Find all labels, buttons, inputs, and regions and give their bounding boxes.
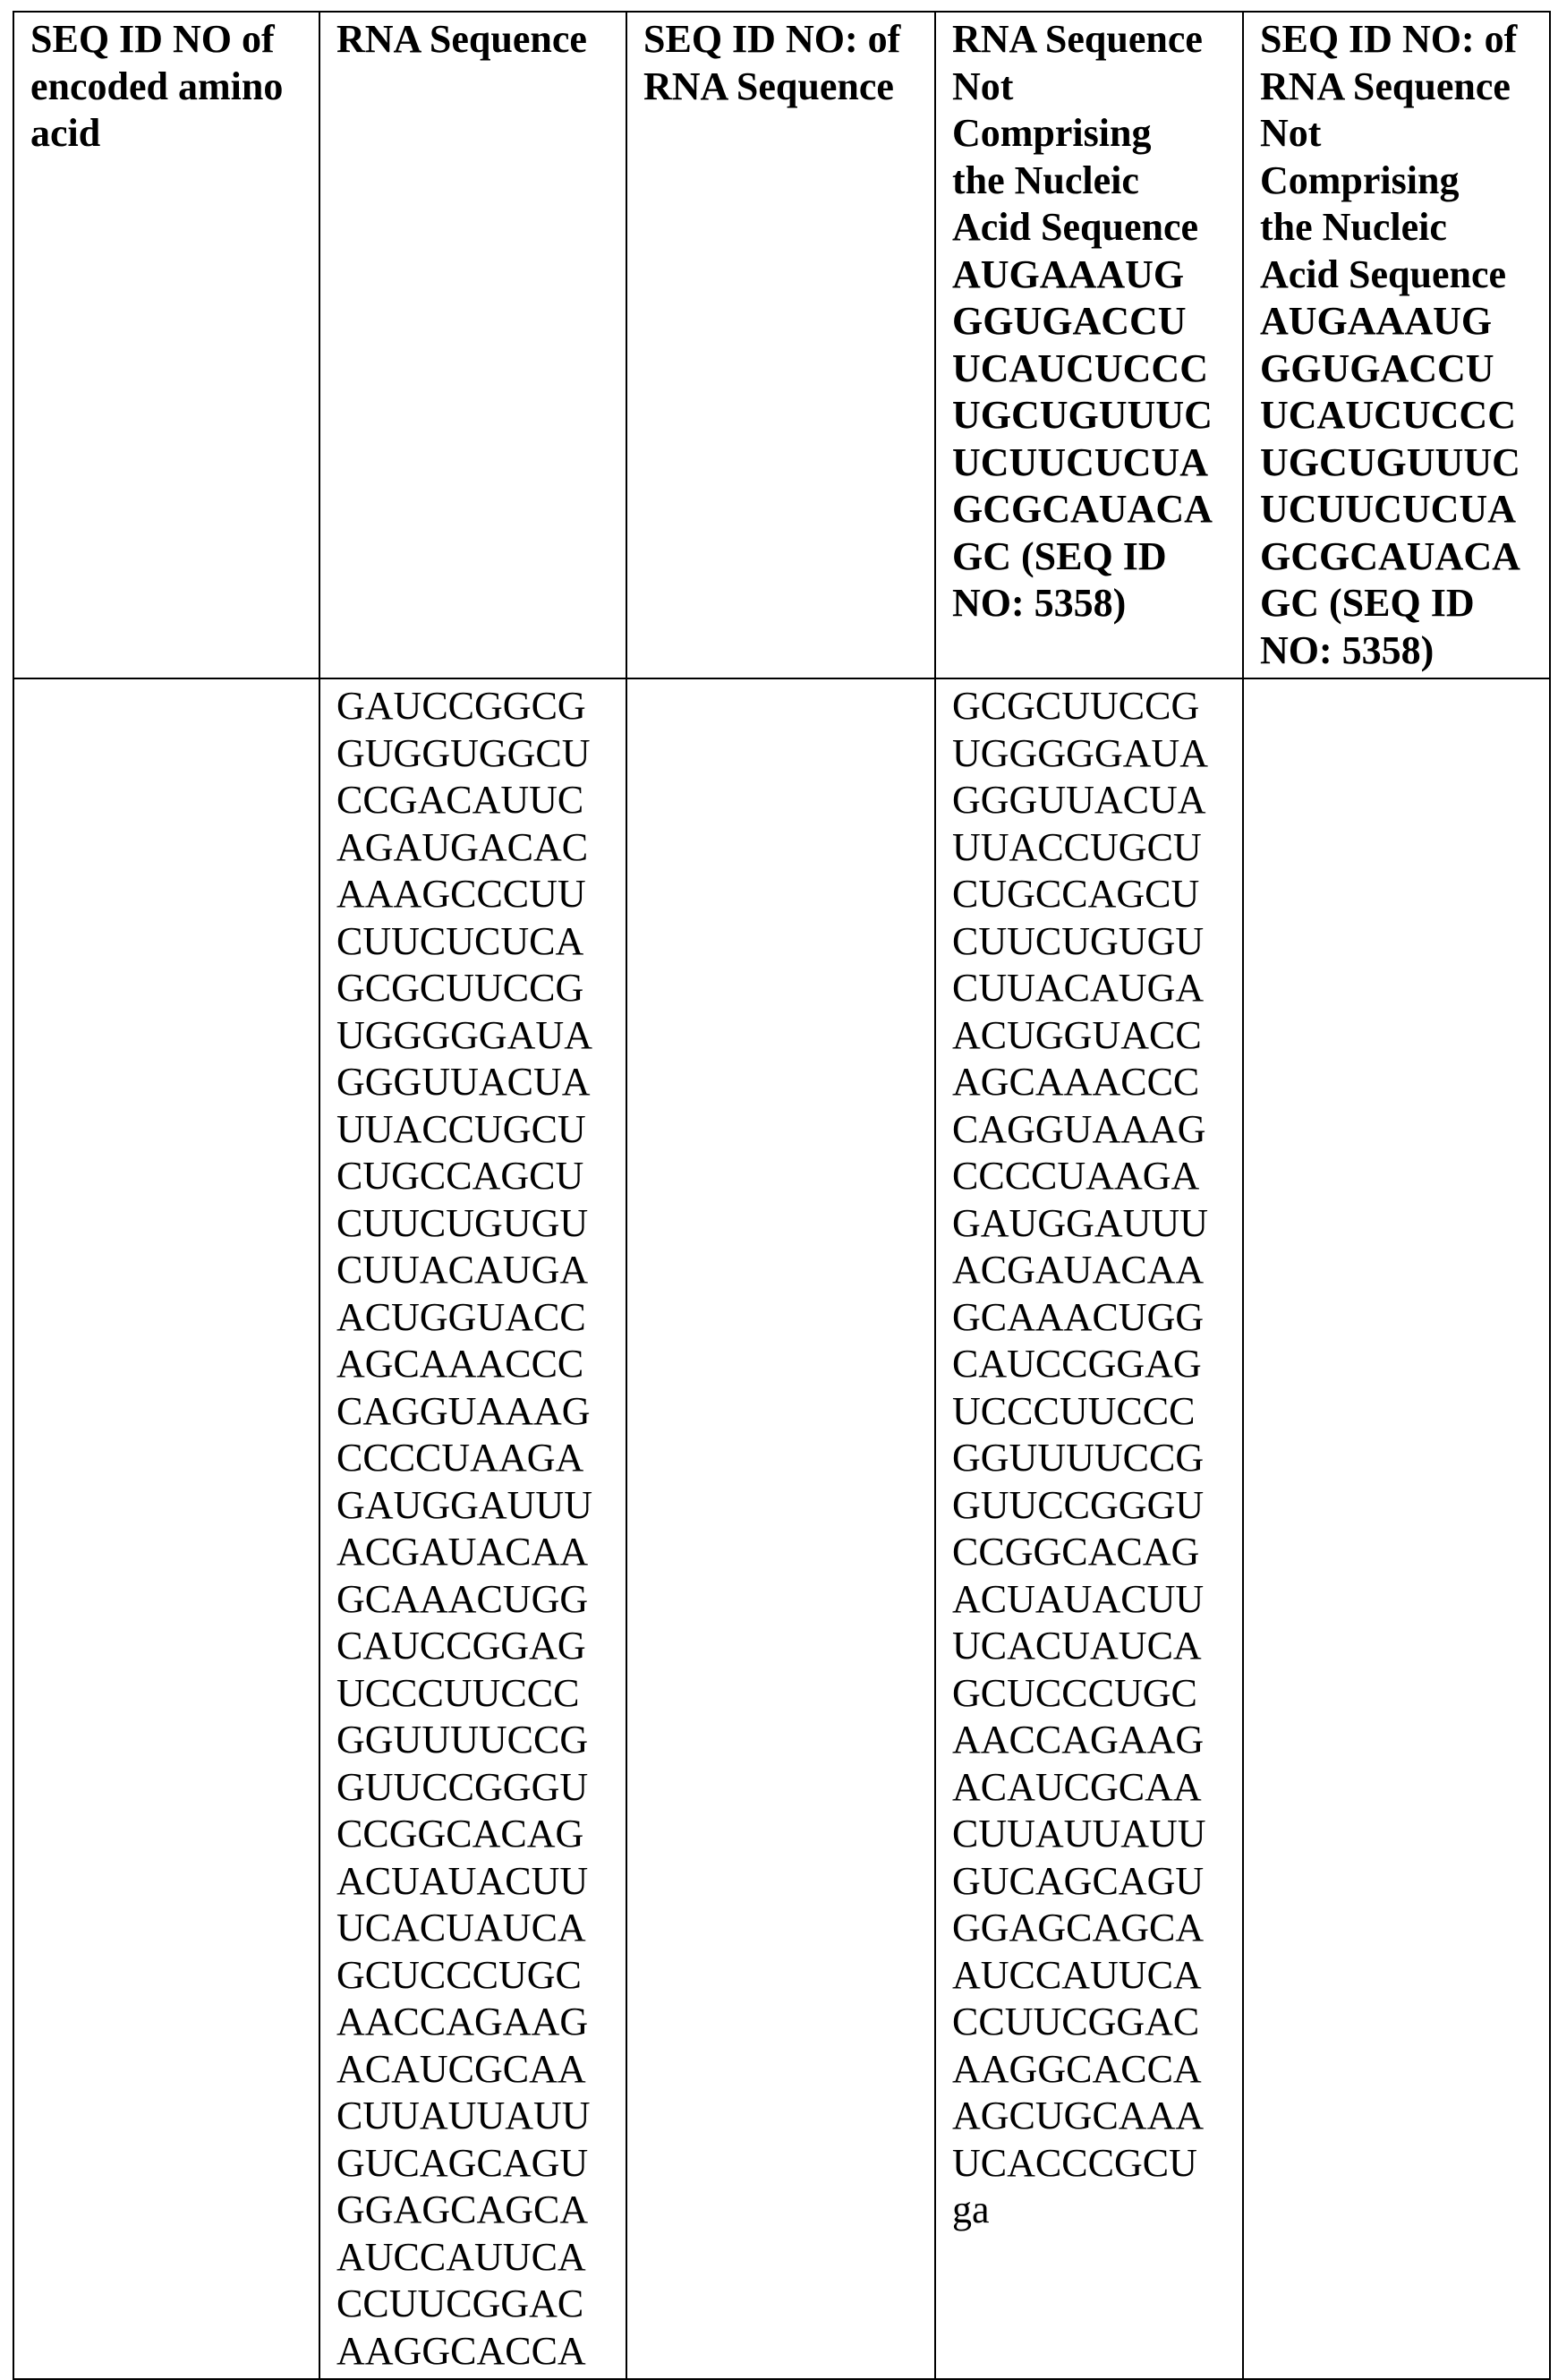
text-line: encoded amino: [30, 64, 311, 111]
text-line: AUCCAUUCA: [952, 1952, 1235, 2000]
text-line: NO: 5358): [1260, 627, 1542, 675]
text-line: GAUGGAUUU: [336, 1482, 618, 1530]
text-line: GCAAACUGG: [952, 1294, 1235, 1342]
text-line: UGCUGUUUC: [1260, 439, 1542, 487]
sequence-table: [13, 11, 1551, 2380]
text-line: GCGCAUACA: [952, 486, 1235, 533]
text-line: NO: 5358): [952, 580, 1235, 627]
text-line: GCAAACUGG: [336, 1576, 618, 1624]
text-line: GGUGACCU: [952, 298, 1235, 345]
cell-seq-id-rna-not-comprising: [1243, 678, 1550, 2379]
text-line: Acid Sequence: [1260, 252, 1542, 299]
text-line: GGUGACCU: [1260, 345, 1542, 393]
header-rna-sequence-not-comprising: [935, 12, 1243, 678]
cell-rna-sequence: [319, 678, 626, 2379]
header-row: [13, 12, 1550, 678]
text-line: UUACCUGCU: [952, 824, 1235, 872]
text-line: AGCAAACCC: [952, 1059, 1235, 1106]
text-line: GC (SEQ ID: [952, 533, 1235, 581]
text-line: CUUAUUAUU: [952, 1811, 1235, 1858]
header-rna-sequence: [319, 12, 626, 678]
text-line: GCGCUUCCG: [336, 965, 618, 1012]
text-line: GAUGGAUUU: [952, 1200, 1235, 1248]
text-line: Comprising: [952, 110, 1235, 158]
text-line: GUCAGCAGU: [336, 2140, 618, 2188]
text-line: UCACUAUCA: [952, 1623, 1235, 1670]
text-line: AAAGCCCUU: [336, 871, 618, 918]
text-line: AUGAAAUG: [952, 252, 1235, 299]
text-line: GCUCCCUGC: [336, 1952, 618, 2000]
text-line: CCCCUAAGA: [336, 1435, 618, 1482]
text-line: the Nucleic: [952, 158, 1235, 205]
text-line: CUUACAUGA: [336, 1247, 618, 1294]
text-line: CUUCUCUCA: [336, 918, 618, 966]
text-line: UCAUCUCCC: [952, 345, 1235, 393]
text-line: acid: [30, 110, 311, 158]
text-line: AGAUGACAC: [336, 824, 618, 872]
text-line: UGGGGGAUA: [336, 1012, 618, 1060]
header-seq-id-rna-sequence: [626, 12, 935, 678]
text-line: CCUUCGGAC: [336, 2281, 618, 2328]
text-line: AUCCAUUCA: [336, 2234, 618, 2282]
text-line: UCACCCGCU: [952, 2140, 1235, 2188]
text-line: CCGGCACAG: [336, 1811, 618, 1858]
text-line: CUGCCAGCU: [336, 1153, 618, 1200]
text-line: UCACUAUCA: [336, 1905, 618, 1952]
text-line: GUUCCGGGU: [336, 1764, 618, 1812]
text-line: ACUAUACUU: [336, 1858, 618, 1906]
header-seq-id-rna-not-comprising: [1243, 12, 1550, 678]
text-line: CUUACAUGA: [952, 965, 1235, 1012]
text-line: UCUUCUCUA: [1260, 486, 1542, 533]
text-line: CAUCCGGAG: [952, 1341, 1235, 1388]
text-line: GGAGCAGCA: [952, 1905, 1235, 1952]
text-line: UCCCUUCCC: [952, 1388, 1235, 1436]
text-line: ACGAUACAA: [952, 1247, 1235, 1294]
cell-seq-id-amino-acid: [13, 678, 319, 2379]
text-line: AACCAGAAG: [952, 1717, 1235, 1764]
text-line: GC (SEQ ID: [1260, 580, 1542, 627]
text-line: CUUAUUAUU: [336, 2093, 618, 2140]
text-line: GGGUUACUA: [336, 1059, 618, 1106]
text-line: SEQ ID NO: of: [1260, 16, 1542, 64]
text-line: AGCAAACCC: [336, 1341, 618, 1388]
text-line: UGCUGUUUC: [952, 392, 1235, 439]
text-line: UCAUCUCCC: [1260, 392, 1542, 439]
text-line: GGUUUUCCG: [336, 1717, 618, 1764]
text-line: GCGCAUACA: [1260, 533, 1542, 581]
cell-rna-sequence-not-comprising: [935, 678, 1243, 2379]
text-line: CAGGUAAAG: [952, 1106, 1235, 1154]
text-line: GCUCCCUGC: [952, 1670, 1235, 1718]
text-line: GGGUUACUA: [952, 777, 1235, 824]
text-line: ga: [952, 2187, 1235, 2234]
text-line: RNA Sequence: [1260, 64, 1542, 111]
text-line: SEQ ID NO of: [30, 16, 311, 64]
text-line: ACAUCGCAA: [952, 1764, 1235, 1812]
text-line: UCCCUUCCC: [336, 1670, 618, 1718]
text-line: Comprising: [1260, 158, 1542, 205]
text-line: RNA Sequence: [952, 16, 1235, 64]
text-line: ACGAUACAA: [336, 1529, 618, 1576]
text-line: UCUUCUCUA: [952, 439, 1235, 487]
text-line: CCCCUAAGA: [952, 1153, 1235, 1200]
header-seq-id-amino-acid: [13, 12, 319, 678]
text-line: Acid Sequence: [952, 204, 1235, 252]
text-line: CCUUCGGAC: [952, 1999, 1235, 2046]
text-line: ACAUCGCAA: [336, 2046, 618, 2094]
text-line: AAGGCACCA: [336, 2328, 618, 2376]
text-line: GGUUUUCCG: [952, 1435, 1235, 1482]
text-line: RNA Sequence: [336, 16, 618, 64]
text-line: GUGGUGGCU: [336, 730, 618, 778]
text-line: SEQ ID NO: of: [643, 16, 927, 64]
text-line: CAGGUAAAG: [336, 1388, 618, 1436]
text-line: CUUCUGUGU: [952, 918, 1235, 966]
text-line: AAGGCACCA: [952, 2046, 1235, 2094]
text-line: AUGAAAUG: [1260, 298, 1542, 345]
text-line: GUCAGCAGU: [952, 1858, 1235, 1906]
text-line: AACCAGAAG: [336, 1999, 618, 2046]
text-line: ACUAUACUU: [952, 1576, 1235, 1624]
text-line: GCGCUUCCG: [952, 683, 1235, 730]
cell-seq-id-rna-sequence: [626, 678, 935, 2379]
text-line: UGGGGGAUA: [952, 730, 1235, 778]
table-row: [13, 678, 1550, 2379]
text-line: GGAGCAGCA: [336, 2187, 618, 2234]
text-line: RNA Sequence: [643, 64, 927, 111]
text-line: CCGACAUUC: [336, 777, 618, 824]
text-line: CUUCUGUGU: [336, 1200, 618, 1248]
text-line: Not: [1260, 110, 1542, 158]
text-line: CUGCCAGCU: [952, 871, 1235, 918]
text-line: GUUCCGGGU: [952, 1482, 1235, 1530]
text-line: Not: [952, 64, 1235, 111]
text-line: ACUGGUACC: [336, 1294, 618, 1342]
text-line: AGCUGCAAA: [952, 2093, 1235, 2140]
text-line: the Nucleic: [1260, 204, 1542, 252]
text-line: UUACCUGCU: [336, 1106, 618, 1154]
text-line: CAUCCGGAG: [336, 1623, 618, 1670]
text-line: ACUGGUACC: [952, 1012, 1235, 1060]
text-line: CCGGCACAG: [952, 1529, 1235, 1576]
text-line: GAUCCGGCG: [336, 683, 618, 730]
